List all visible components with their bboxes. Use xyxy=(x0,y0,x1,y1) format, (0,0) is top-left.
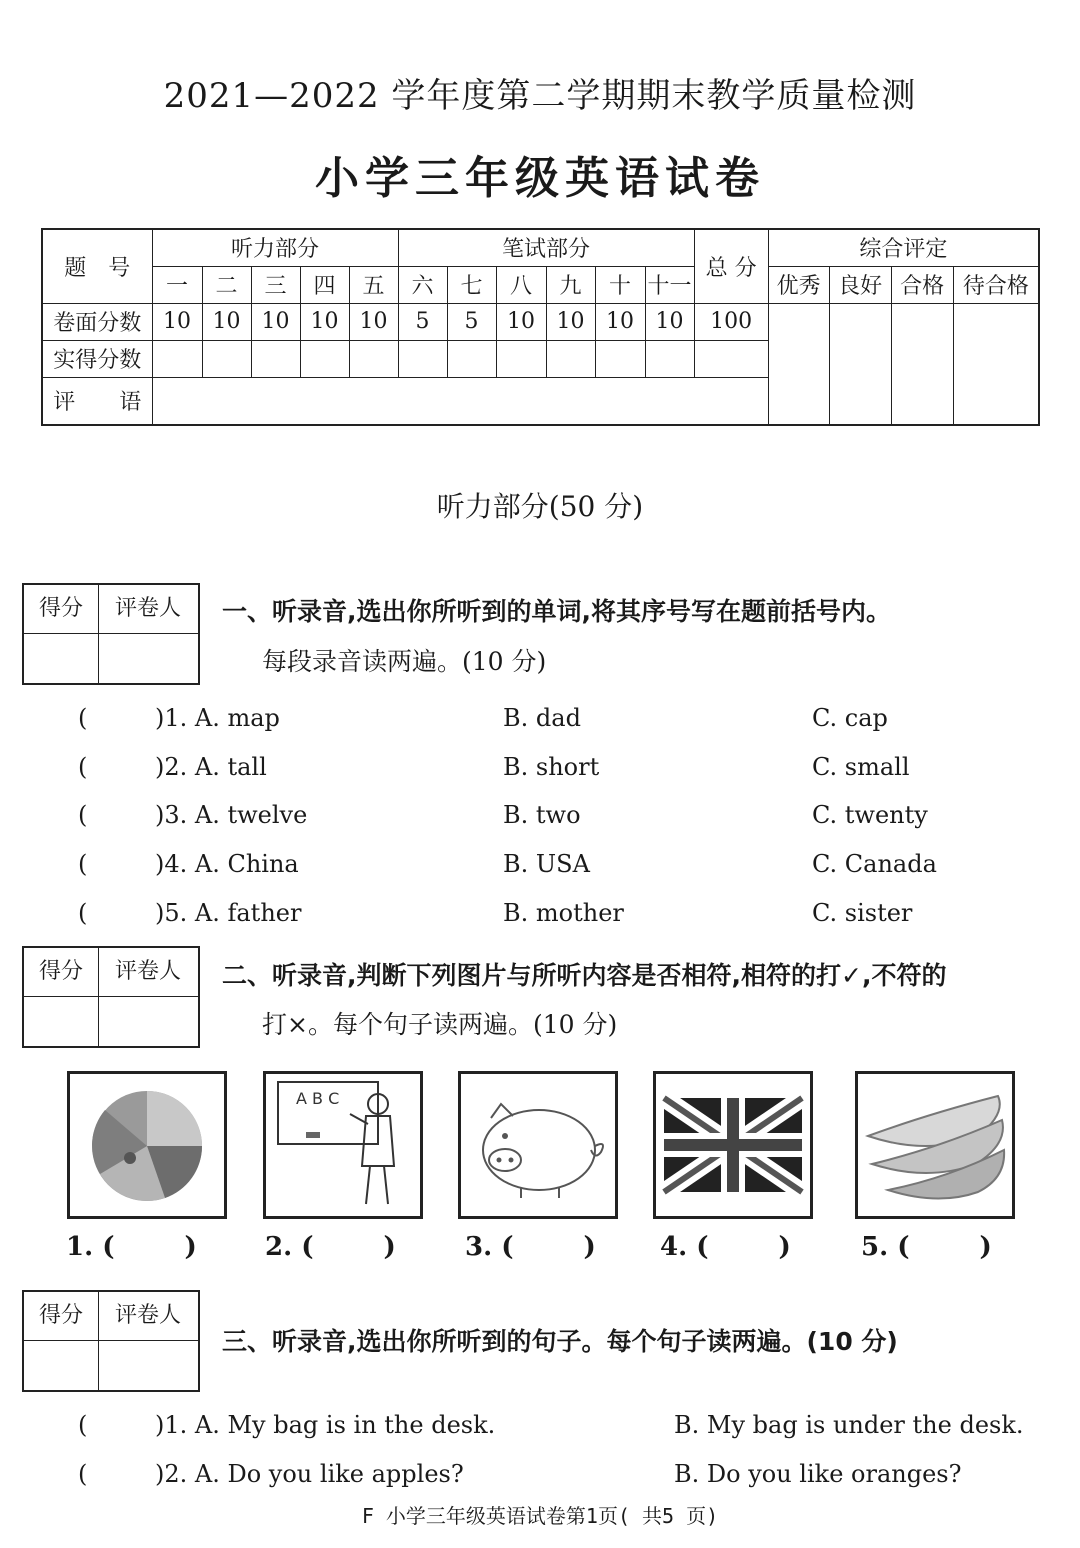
picture-answer-3[interactable]: 3. ( ) xyxy=(465,1232,596,1262)
pig-picture xyxy=(458,1071,618,1219)
option-a: )4. A. China xyxy=(155,850,299,878)
actual-total-cell[interactable] xyxy=(694,340,768,377)
question-header: 六 xyxy=(398,266,447,303)
question-header: 二 xyxy=(202,266,251,303)
question-header: 八 xyxy=(496,266,546,303)
actual-score-cell[interactable] xyxy=(645,340,694,377)
page-footer: F 小学三年级英语试卷第1页( 共5 页) xyxy=(361,1504,719,1528)
bananas-picture xyxy=(855,1071,1015,1219)
question-header: 七 xyxy=(447,266,496,303)
eval-level: 良好 xyxy=(829,266,891,303)
part2-title: 二、听录音,判断下列图片与所听内容是否相符,相符的打✓,不符的 xyxy=(222,961,947,990)
answer-paren[interactable]: ( xyxy=(78,801,88,829)
option-b: B. two xyxy=(503,801,581,829)
option-b: B. mother xyxy=(503,899,624,927)
actual-score-cell[interactable] xyxy=(546,340,595,377)
exam-subtitle: 小学三年级英语试卷 xyxy=(315,153,765,204)
option-c: C. cap xyxy=(812,704,888,732)
picture-answer-4[interactable]: 4. ( ) xyxy=(660,1232,791,1262)
option-a: )3. A. twelve xyxy=(155,801,308,829)
paper-score: 10 xyxy=(251,303,300,340)
paper-score: 10 xyxy=(595,303,645,340)
exam-title: 2021—2022 学年度第二学期期末教学质量检测 xyxy=(163,76,917,116)
paper-score: 10 xyxy=(645,303,694,340)
actual-score-cell[interactable] xyxy=(300,340,349,377)
paper-score: 5 xyxy=(398,303,447,340)
grade-box xyxy=(22,1290,200,1392)
eval-cell[interactable] xyxy=(891,303,953,425)
answer-paren[interactable]: ( xyxy=(78,1411,88,1439)
part1-instruction: 每段录音读两遍。(10 分) xyxy=(262,647,547,676)
picture-answer-5[interactable]: 5. ( ) xyxy=(861,1232,992,1262)
part1-title: 一、听录音,选出你所听到的单词,将其序号写在题前括号内。 xyxy=(222,597,891,626)
uk-flag-picture xyxy=(653,1071,813,1219)
paper-score-label: 卷面分数 xyxy=(42,303,152,340)
answer-paren[interactable]: ( xyxy=(78,899,88,927)
question-header: 一 xyxy=(152,266,202,303)
option-c: C. sister xyxy=(812,899,913,927)
option-a: )2. A. tall xyxy=(155,753,267,781)
actual-score-cell[interactable] xyxy=(398,340,447,377)
answer-paren[interactable]: ( xyxy=(78,1460,88,1488)
eval-cell[interactable] xyxy=(768,303,829,425)
score-table xyxy=(41,228,1040,426)
question-header: 十一 xyxy=(645,266,694,303)
score-label: 得分 xyxy=(24,585,99,634)
option-a: )1. A. map xyxy=(155,704,280,732)
eval-level: 待合格 xyxy=(953,266,1039,303)
picture-answer-1[interactable]: 1. ( ) xyxy=(66,1232,197,1262)
question-header: 十 xyxy=(595,266,645,303)
question-header: 四 xyxy=(300,266,349,303)
sentence-b: B. Do you like oranges? xyxy=(674,1460,962,1488)
sentence-a: )2. A. Do you like apples? xyxy=(155,1460,464,1488)
teacher-picture xyxy=(263,1071,423,1219)
eval-level: 优秀 xyxy=(768,266,829,303)
answer-paren[interactable]: ( xyxy=(78,850,88,878)
actual-score-cell[interactable] xyxy=(447,340,496,377)
actual-score-cell[interactable] xyxy=(152,340,202,377)
listening-group-header: 听力部分 xyxy=(152,229,398,266)
paper-total: 100 xyxy=(694,303,768,340)
eval-level: 合格 xyxy=(891,266,953,303)
actual-score-cell[interactable] xyxy=(496,340,546,377)
part2-instruction: 打×。每个句子读两遍。(10 分) xyxy=(262,1010,618,1039)
answer-paren[interactable]: ( xyxy=(78,753,88,781)
actual-score-cell[interactable] xyxy=(595,340,645,377)
listening-section-heading: 听力部分(50 分) xyxy=(436,490,644,523)
ball-picture xyxy=(67,1071,227,1219)
score-label: 得分 xyxy=(24,1292,99,1341)
grade-box xyxy=(22,946,200,1048)
total-header: 总 分 xyxy=(694,229,768,303)
paper-score: 10 xyxy=(152,303,202,340)
tihao-label: 题 号 xyxy=(42,229,152,303)
paper-score: 10 xyxy=(202,303,251,340)
sentence-b: B. My bag is under the desk. xyxy=(674,1411,1024,1439)
grader-label: 评卷人 xyxy=(98,1292,198,1341)
written-group-header: 笔试部分 xyxy=(398,229,694,266)
part3-title: 三、听录音,选出你所听到的句子。每个句子读两遍。(10 分) xyxy=(222,1327,898,1356)
eval-group-header: 综合评定 xyxy=(768,229,1039,266)
question-header: 三 xyxy=(251,266,300,303)
option-c: C. small xyxy=(812,753,910,781)
question-header: 九 xyxy=(546,266,595,303)
option-c: C. twenty xyxy=(812,801,928,829)
eval-cell[interactable] xyxy=(829,303,891,425)
option-b: B. dad xyxy=(503,704,581,732)
option-a: )5. A. father xyxy=(155,899,302,927)
sentence-a: )1. A. My bag is in the desk. xyxy=(155,1411,496,1439)
eval-cell[interactable] xyxy=(953,303,1039,425)
actual-score-cell[interactable] xyxy=(202,340,251,377)
grade-box xyxy=(22,583,200,685)
actual-score-cell[interactable] xyxy=(349,340,398,377)
grader-label: 评卷人 xyxy=(98,585,198,634)
board-letters: A B C xyxy=(296,1089,340,1108)
paper-score: 5 xyxy=(447,303,496,340)
comment-cell[interactable] xyxy=(152,377,768,425)
answer-paren[interactable]: ( xyxy=(78,704,88,732)
paper-score: 10 xyxy=(546,303,595,340)
actual-score-label: 实得分数 xyxy=(42,340,152,377)
actual-score-cell[interactable] xyxy=(251,340,300,377)
option-b: B. short xyxy=(503,753,600,781)
option-b: B. USA xyxy=(503,850,590,878)
score-label: 得分 xyxy=(24,948,99,997)
question-header: 五 xyxy=(349,266,398,303)
paper-score: 10 xyxy=(349,303,398,340)
paper-score: 10 xyxy=(300,303,349,340)
comment-label: 评 语 xyxy=(42,377,152,425)
grader-label: 评卷人 xyxy=(98,948,198,997)
picture-answer-2[interactable]: 2. ( ) xyxy=(265,1232,396,1262)
paper-score: 10 xyxy=(496,303,546,340)
option-c: C. Canada xyxy=(812,850,937,878)
